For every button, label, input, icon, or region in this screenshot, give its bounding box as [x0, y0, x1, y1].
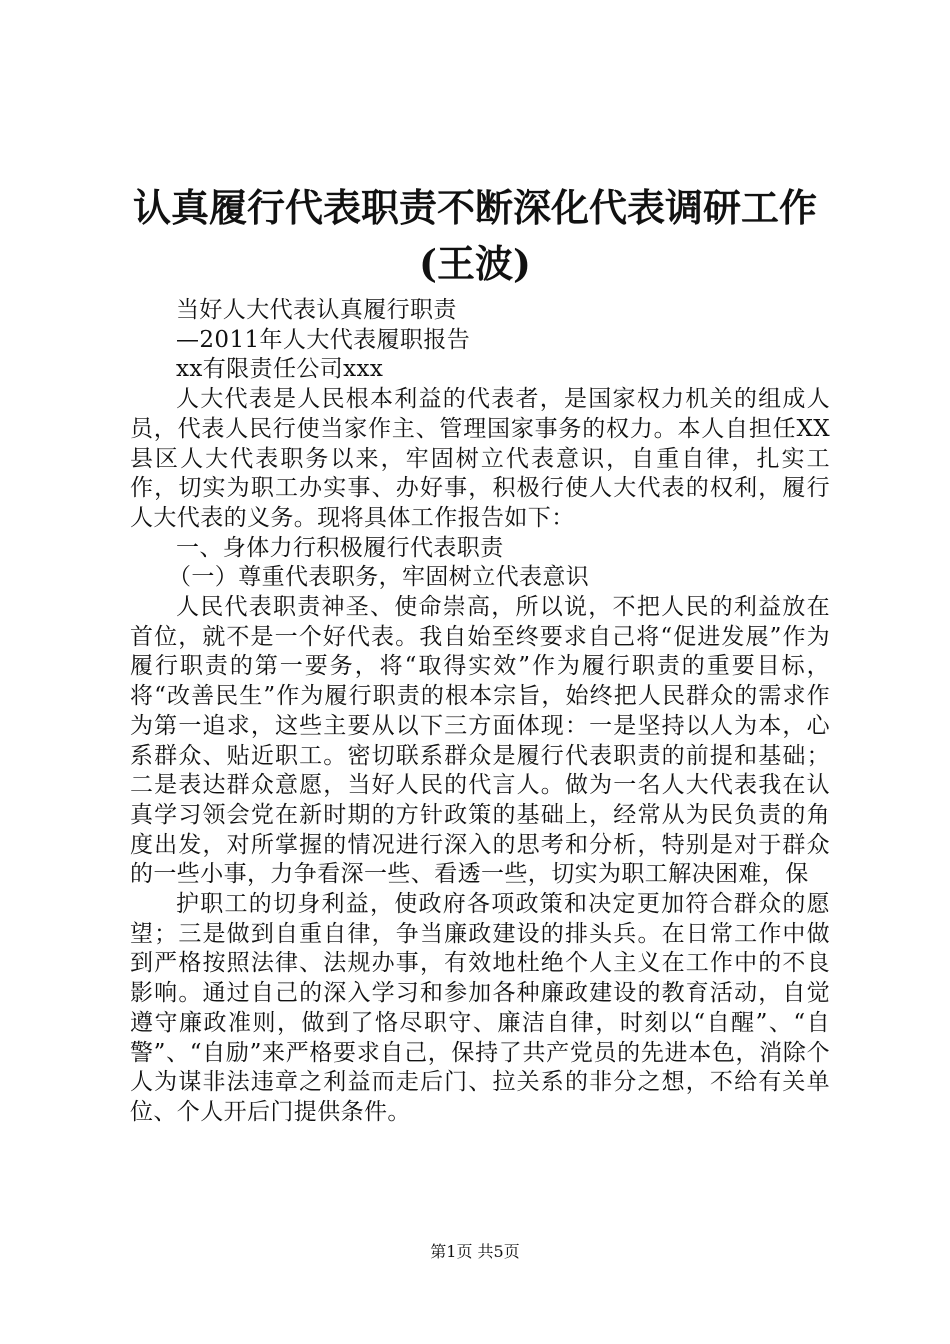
paragraph-continued: 护职工的切身利益，使政府各项政策和决定更加符合群众的愿望；三是做到自重自律，争当廉政建设的排头兵。在日常工作中做到严格按照法律、法规办事，有效地杜绝个人主义在工作中的不良影响。通过自己的深入学习和参加各种廉政建设的教育活动，自觉遵守廉政准则，做到了恪尽职守、廉洁自律，时刻以“自醒”、“自警”、“自励”来严格要求自己，保持了共产党员的先进本色，消除个人为谋非法违章之利益而走后门、拉关系的非分之想，不给有关单位、个人开后门提供条件。: [130, 891, 830, 1125]
section-heading-1: 一、身体力行积极履行代表职责: [176, 534, 504, 561]
document-body: [130, 296, 830, 1128]
page-footer: 第1页 共5页: [430, 1242, 520, 1261]
subtitle-line-1: 当好人大代表认真履行职责: [176, 297, 457, 323]
author-line: xx有限责任公司xxx: [176, 356, 384, 383]
paragraph-intro: 人大代表是人民根本利益的代表者，是国家权力机关的组成人员，代表人民行使当家作主、管理国家事务的权力。本人自担任XX县区人大代表职务以来，牢固树立代表意识，自重自律，扎实工作，切实为职工办实事、办好事，积极行使人大代表的权利，履行人大代表的义务。现将具体工作报告如下：: [130, 386, 830, 531]
subsection-heading-1: （一）尊重代表职务，牢固树立代表意识: [168, 564, 590, 591]
document-title: 认真履行代表职责不断深化代表调研工作(王波): [132, 185, 817, 286]
subtitle-line-2: —2011年人大代表履职报告: [176, 326, 471, 353]
paragraph-duty: 人民代表职责神圣、使命崇高，所以说，不把人民的利益放在首位，就不是一个好代表。我自始至终要求自己将“促进发展”作为履行职责的第一要务，将“取得实效”作为履行职责的重要目标，将“改善民生”作为履行职责的根本宗旨，始终把人民群众的需求作为第一追求，这些主要从以下三方面体现：一是坚持以人为本，心系群众、贴近职工。密切联系群众是履行代表职责的前提和基础；二是表达群众意愿，当好人民的代言人。做为一名人大代表我在认真学习领会党在新时期的方针政策的基础上，经常从为民负责的角度出发，对所掌握的情况进行深入的思考和分析，特别是对于群众的一些小事，力争看深一些、看透一些，切实为职工解决困难，保: [130, 594, 830, 888]
